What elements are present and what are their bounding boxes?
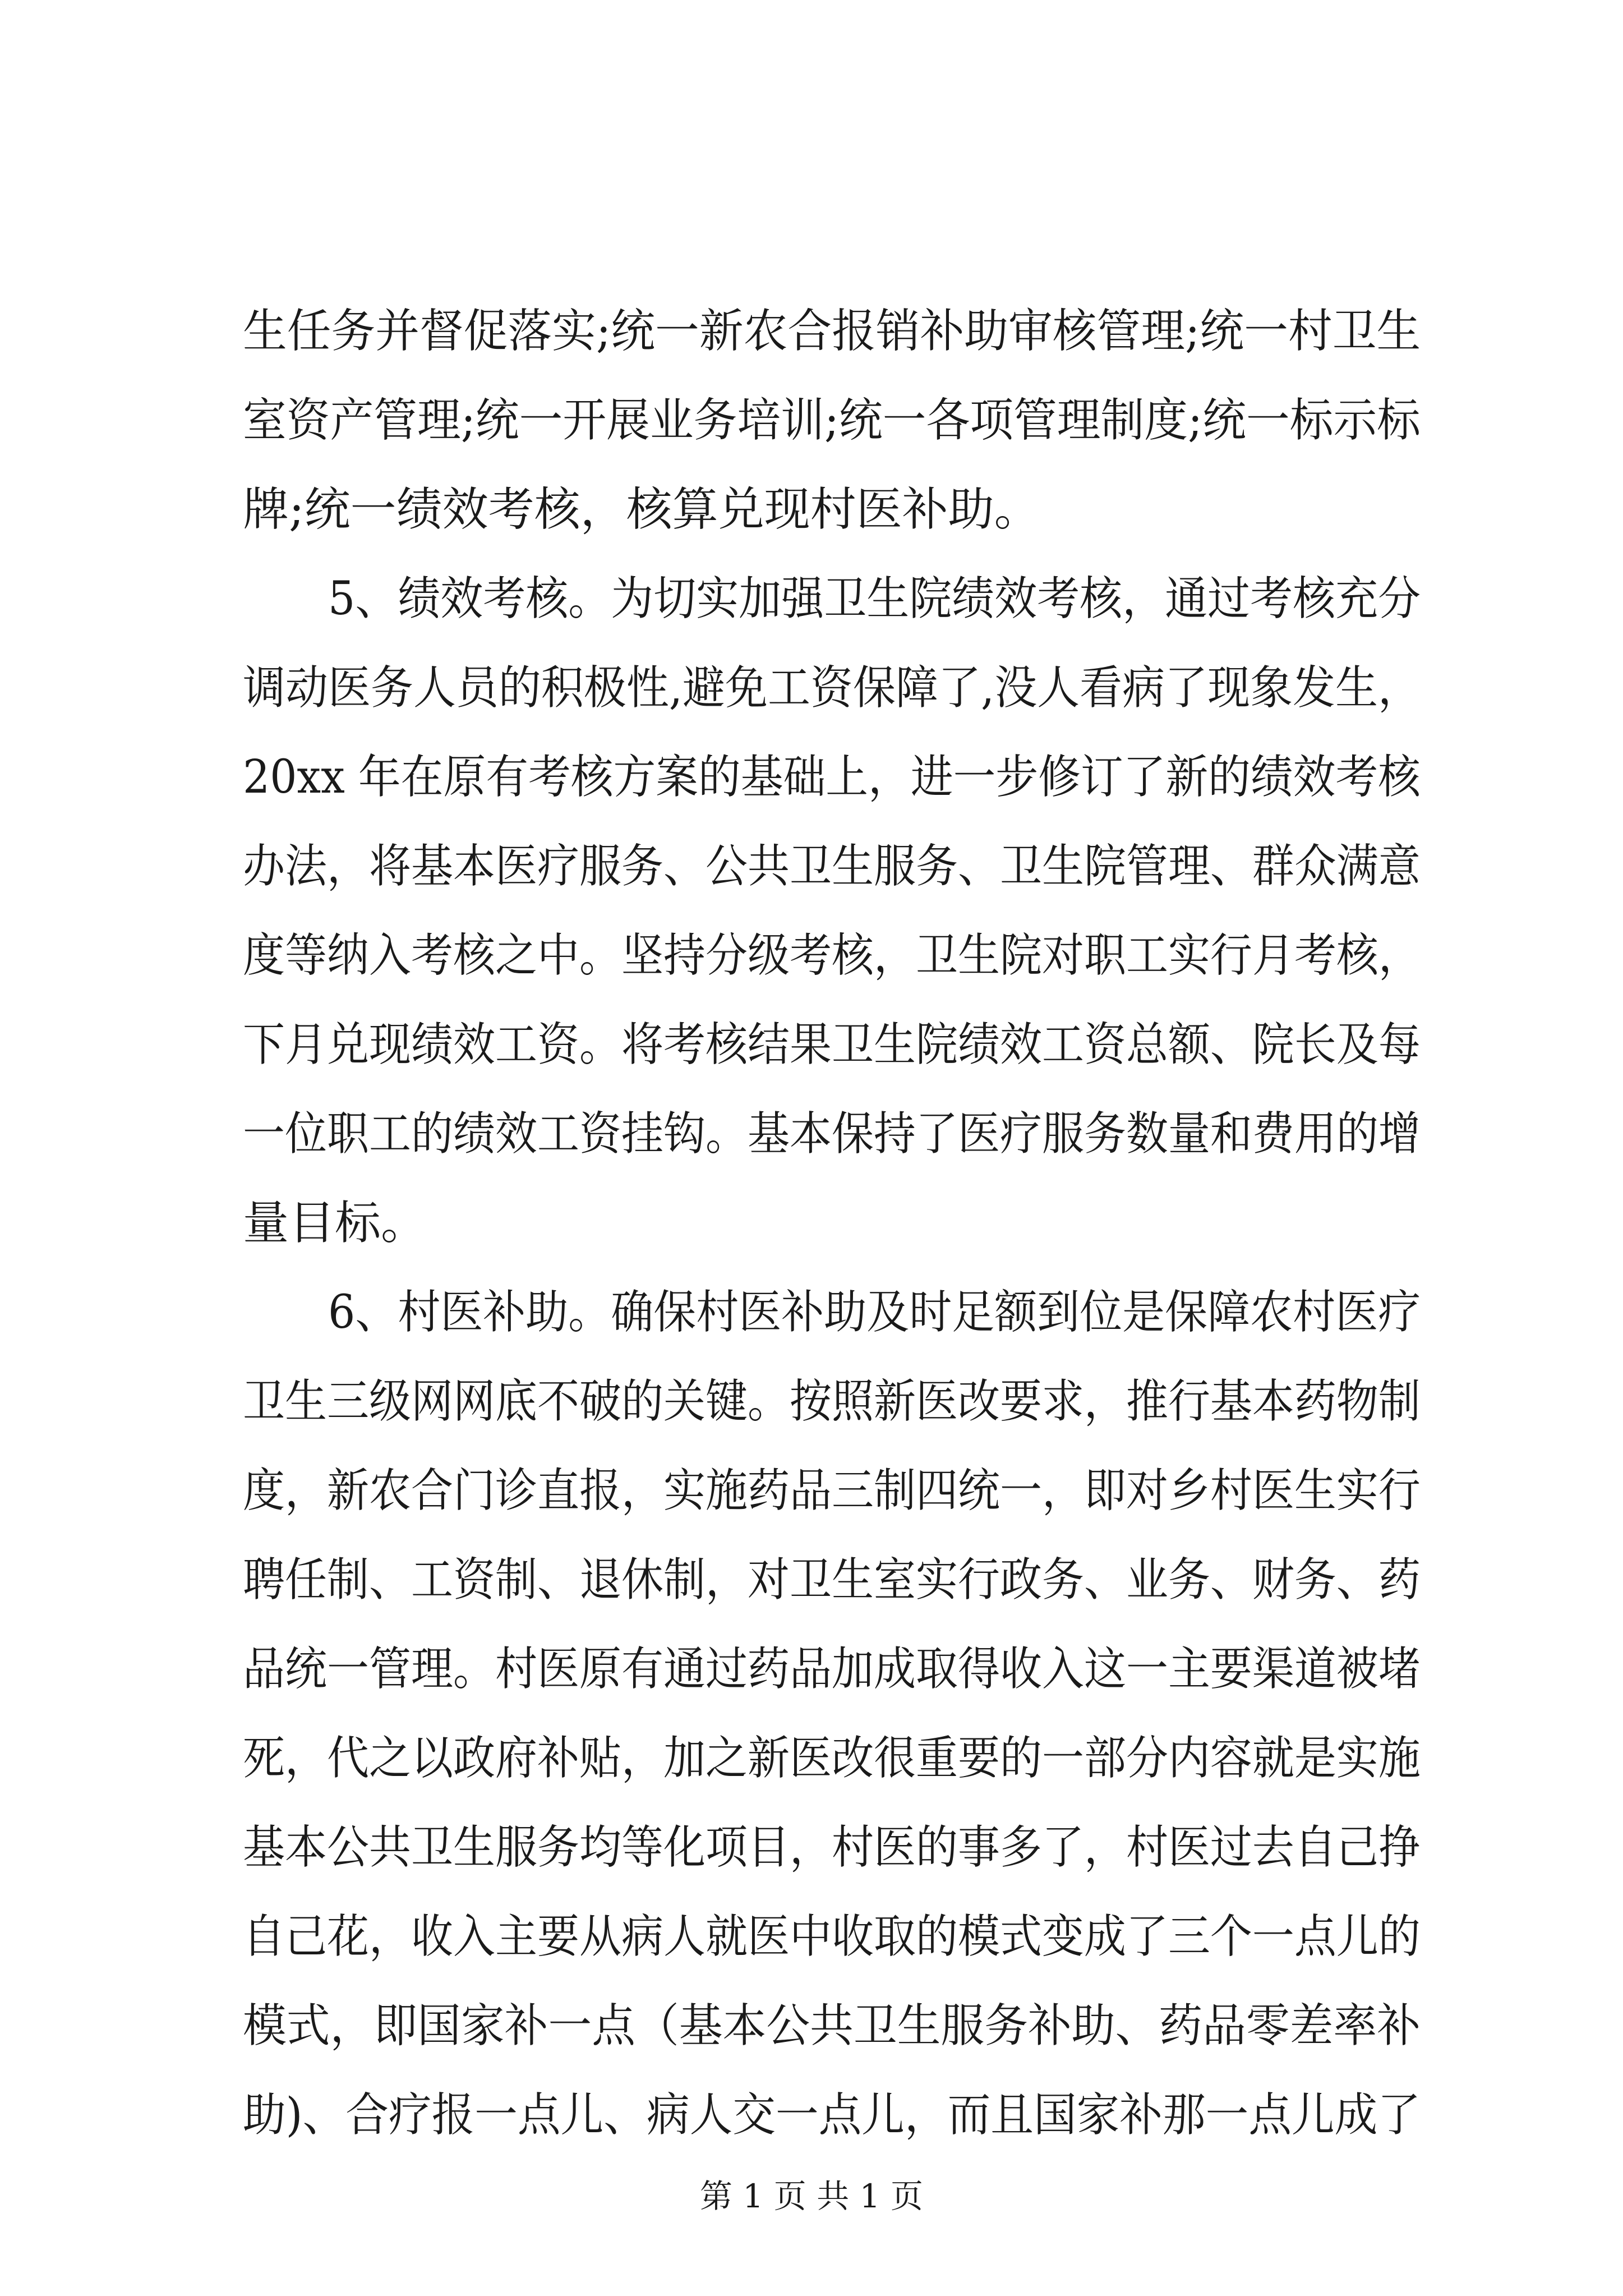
body-text-line: 牌;统一绩效考核，核算兑现村医补助。 — [243, 483, 1040, 536]
body-text-line: 死，代之以政府补贴，加之新医改很重要的一部分内容就是实施 — [243, 1732, 1421, 1785]
body-text-line: 助)、合疗报一点儿、病人交一点儿，而且国家补那一点儿成了 — [243, 2088, 1421, 2142]
body-text-line: 生任务并督促落实;统一新农合报销补助审核管理;统一村卫生 — [243, 305, 1421, 358]
body-text-line: 基本公共卫生服务均等化项目，村医的事多了，村医过去自己挣 — [243, 1821, 1421, 1874]
body-text-line: 自己花，收入主要从病人就医中收取的模式变成了三个一点儿的 — [243, 1910, 1421, 1963]
body-text-line: 度等纳入考核之中。坚持分级考核，卫生院对职工实行月考核， — [243, 929, 1421, 982]
body-text-line: 品统一管理。村医原有通过药品加成取得收入这一主要渠道被堵 — [243, 1642, 1421, 1696]
body-text-line: 5、绩效考核。为切实加强卫生院绩效考核，通过考核充分 — [243, 572, 1421, 625]
body-text-line: 室资产管理;统一开展业务培训;统一各项管理制度;统一标示标 — [243, 394, 1421, 447]
body-text-line: 一位职工的绩效工资挂钩。基本保持了医疗服务数量和费用的增 — [243, 1107, 1421, 1161]
body-text-line: 卫生三级网网底不破的关键。按照新医改要求，推行基本药物制 — [243, 1375, 1421, 1428]
body-text-line: 6、村医补助。确保村医补助及时足额到位是保障农村医疗 — [243, 1286, 1421, 1339]
body-text-line: 度，新农合门诊直报，实施药品三制四统一，即对乡村医生实行 — [243, 1464, 1421, 1517]
body-text-line: 量目标。 — [243, 1197, 427, 1250]
body-text-line: 20xx 年在原有考核方案的基础上，进一步修订了新的绩效考核 — [243, 751, 1421, 804]
body-text-line: 办法，将基本医疗服务、公共卫生服务、卫生院管理、群众满意 — [243, 840, 1421, 893]
body-text-line: 下月兑现绩效工资。将考核结果卫生院绩效工资总额、院长及每 — [243, 1018, 1421, 1071]
body-text-line: 模式，即国家补一点（基本公共卫生服务补助、药品零差率补 — [243, 1999, 1421, 2053]
body-text-line: 调动医务人员的积极性,避免工资保障了,没人看病了现象发生， — [243, 661, 1421, 715]
page-number-footer: 第 1 页 共 1 页 — [700, 2177, 923, 2215]
body-text-line: 聘任制、工资制、退休制，对卫生室实行政务、业务、财务、药 — [243, 1553, 1421, 1607]
